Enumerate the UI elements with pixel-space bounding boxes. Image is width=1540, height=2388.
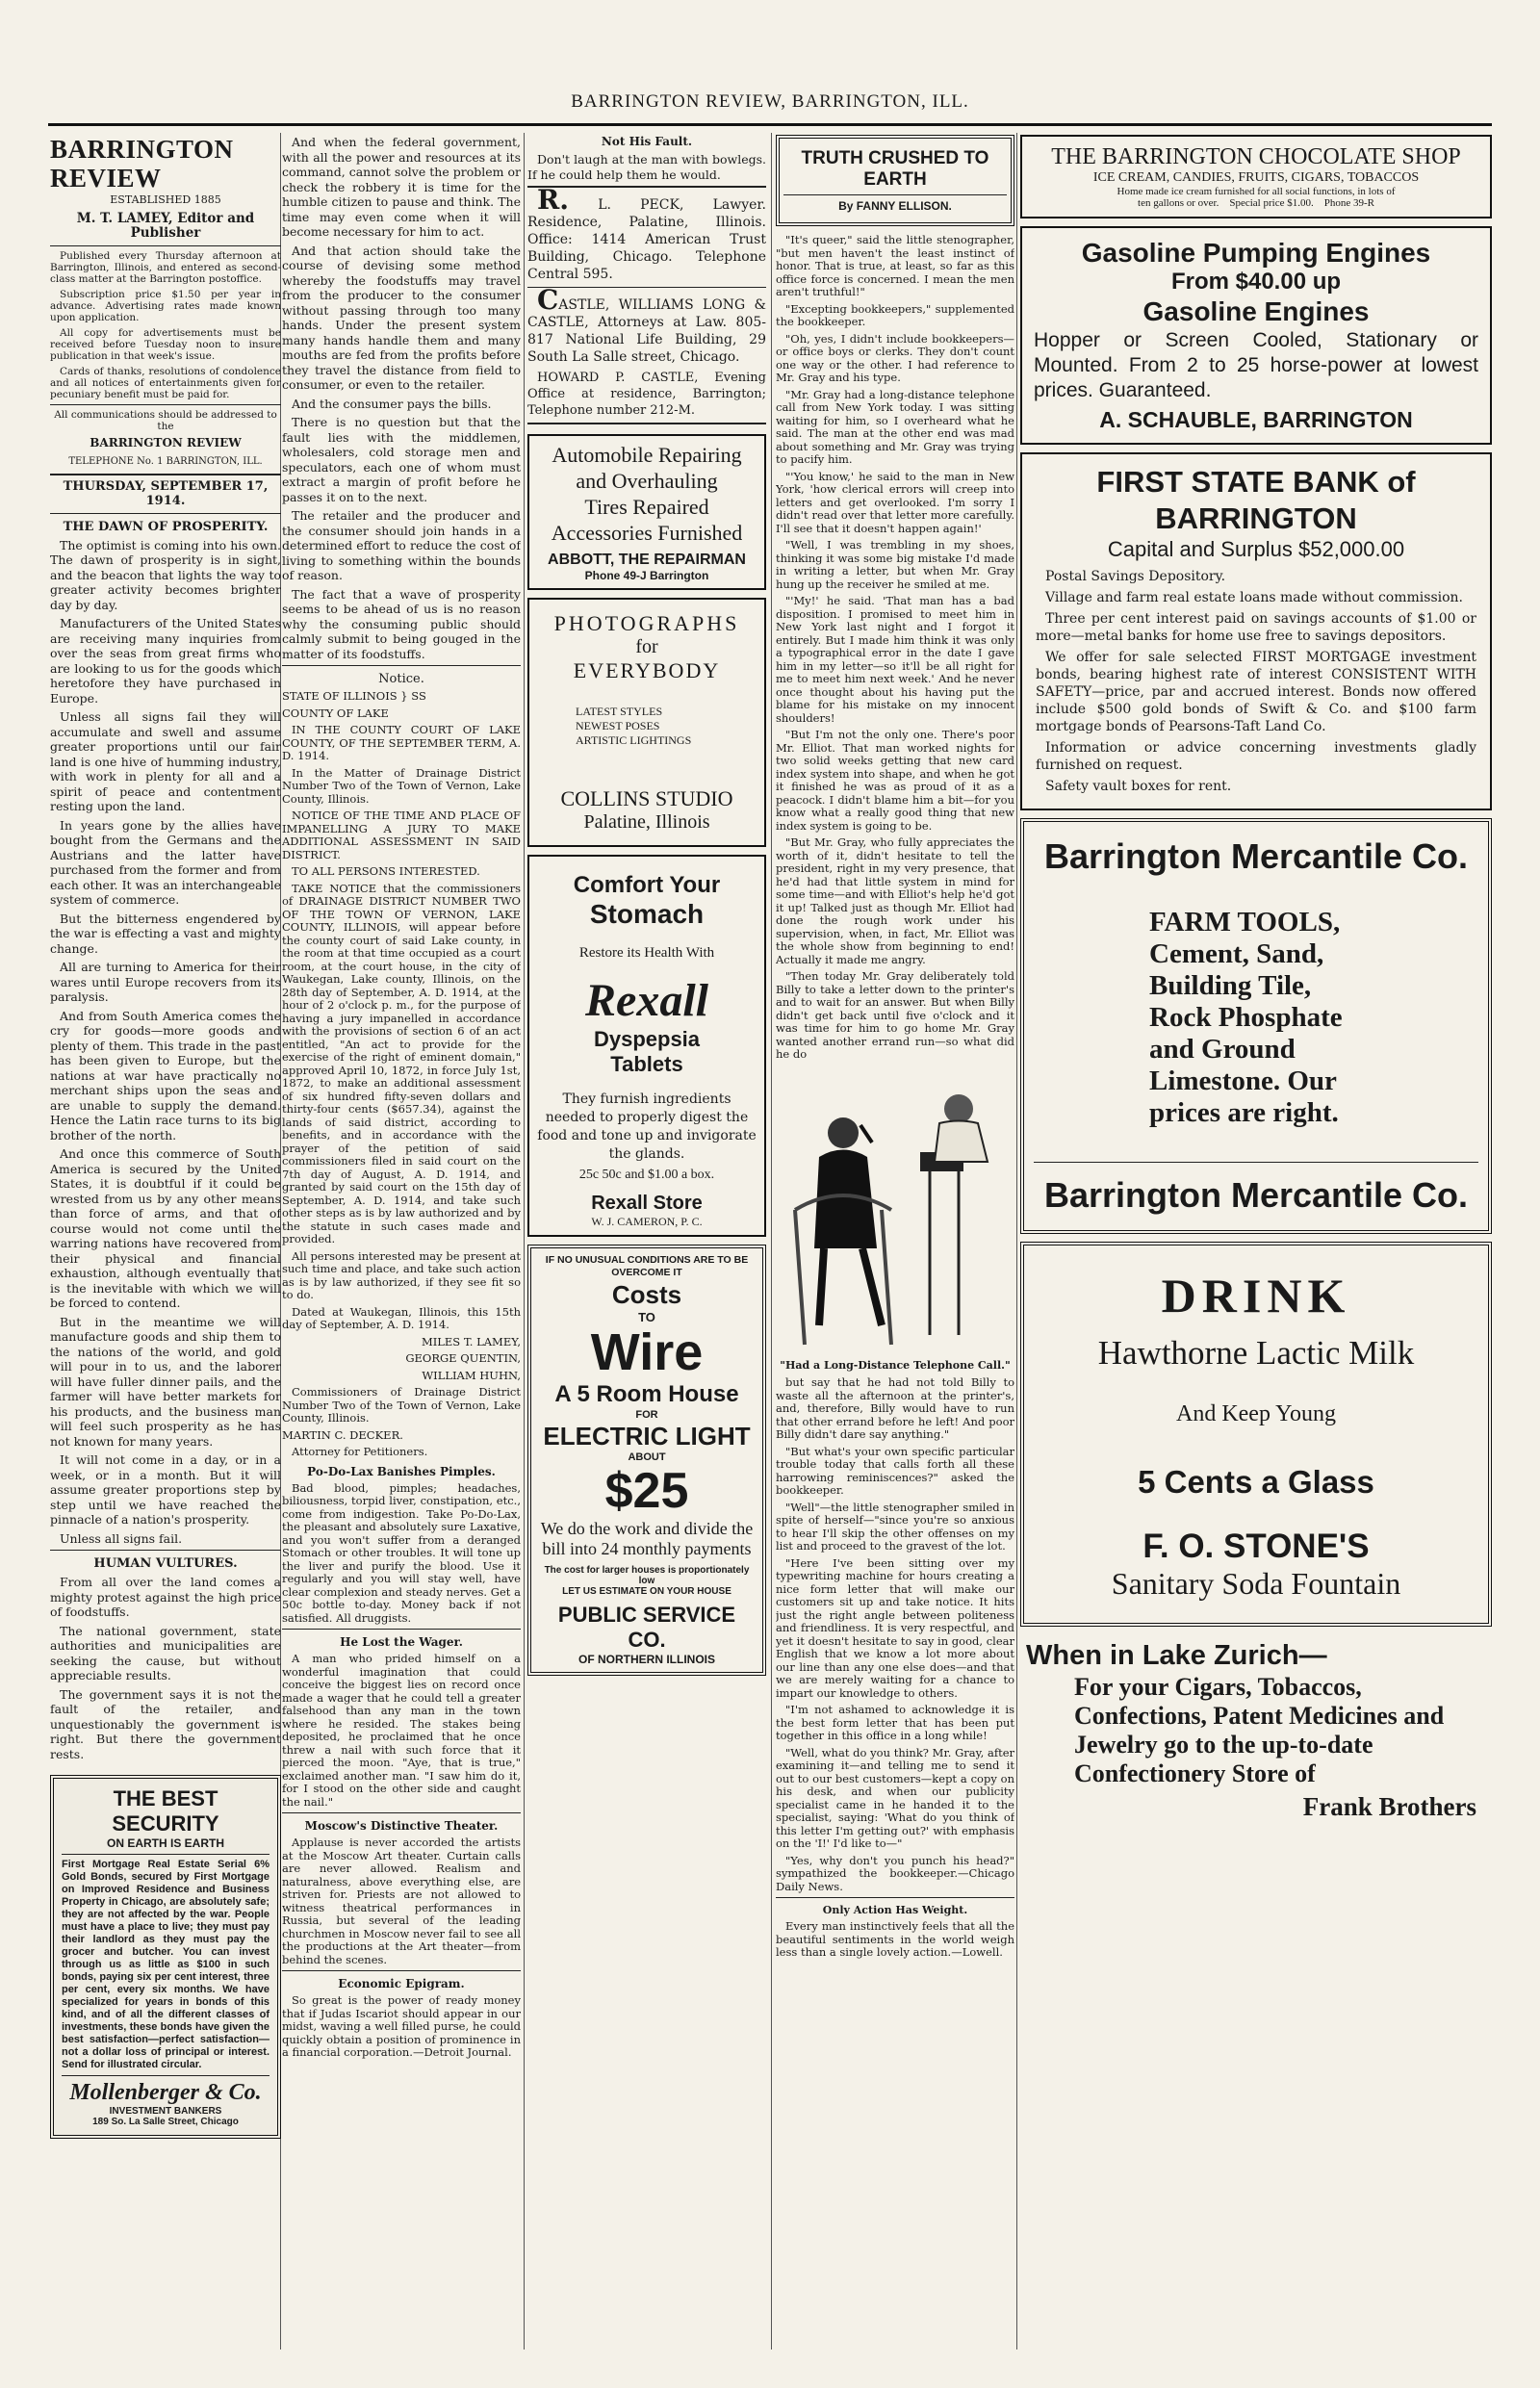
- ad-line: Accessories Furnished: [551, 521, 743, 545]
- divider: [62, 2075, 270, 2076]
- paragraph: There is no question but that the fault lies with the middlemen, wholesalers, cold storage men and speculators, each one of whom must extract a margin of profit before he passes it on to the next.: [282, 415, 521, 504]
- ad-price: $25: [604, 1463, 689, 1519]
- ad-town: Palatine, Illinois: [583, 811, 710, 833]
- ad-product: Hawthorne Lactic Milk: [1097, 1334, 1415, 1372]
- paragraph: "I'm not ashamed to acknowledge it is the best form letter that has been put together in this office in a long while!: [776, 1703, 1014, 1742]
- paragraph: And the consumer pays the bills.: [292, 396, 492, 411]
- paragraph: The fact that a wave of prosperity seems to be ahead of us is no reason why the consuming public should calmly submit to being gouged in the matter of its foodstuffs.: [282, 586, 521, 661]
- divider: [50, 1550, 281, 1551]
- story-byline: By FANNY ELLISON.: [838, 199, 952, 213]
- ad-to: TO: [638, 1310, 655, 1324]
- ad-top: IF NO UNUSUAL CONDITIONS ARE TO BE OVERCOME IT: [545, 1254, 749, 1278]
- attorney-name: MARTIN C. DECKER.: [282, 1427, 403, 1442]
- ad-owner: W. J. CAMERON, P. C.: [591, 1215, 703, 1228]
- article-title: Moscow's Distinctive Theater.: [304, 1819, 499, 1833]
- paragraph: All are turning to America for their wares until Europe recovers from its paralysis.: [50, 960, 281, 1004]
- woman-blouse: [935, 1120, 988, 1162]
- telephone-illustration: [776, 1066, 1014, 1354]
- paragraph: So great is the power of ready money that if Judas Iscariot should appear in our midst, waving a well filled purse, he could quickly obtain a position of prominence in a financial corporation.—Detroit Journal.: [282, 1993, 521, 2059]
- ad-electric: ELECTRIC LIGHT: [543, 1422, 751, 1451]
- repair-ad: [527, 434, 766, 590]
- ad-title: When in Lake Zurich—: [1026, 1640, 1327, 1671]
- masthead-telephone: TELEPHONE No. 1 BARRINGTON, ILL.: [68, 456, 263, 467]
- ad-title: THE BARRINGTON CHOCOLATE SHOP: [1051, 144, 1461, 169]
- ad-line: Automobile Repairing and Overhauling: [552, 443, 742, 493]
- masthead-notice: Cards of thanks, resolutions of condolence and all notices of entertainments given for pecuniary benefit must be paid for.: [50, 365, 281, 400]
- ad-title: Barrington Mercantile Co.: [1043, 836, 1469, 876]
- paragraph: "Excepting bookkeepers," supplemented the bookkeeper.: [776, 301, 1014, 328]
- ad-house: A 5 Room House: [554, 1381, 739, 1407]
- dateline: THURSDAY, SEPTEMBER 17, 1914.: [63, 478, 269, 508]
- paragraph: "But what's your own specific particular trouble today that calls forth all these harrowing reminiscences?" asked the bookkeeper.: [776, 1444, 1014, 1497]
- ad-line: Limestone. Our: [1149, 1066, 1337, 1096]
- paragraph: But the bitterness engendered by the war is effecting a vast and mighty change.: [50, 911, 281, 956]
- paragraph: Three per cent interest paid on savings accounts of $1.00 or more—metal banks for home use free to savings depositors.: [1036, 611, 1476, 644]
- paragraph: "Well, what do you think? Mr. Gray, after examining it—and telling me to send it out to our best customers—kept a copy on his desk, and when our publicity specialist came in he handed it to the specialist, saying: 'What do you think of this letter I'm getting out?' with emphasis on the 'I!' I'd like to—": [776, 1745, 1014, 1850]
- card-text: L. PECK, Lawyer. Residence, Palatine, Illinois. Office: 1414 American Trust Building, Chicago. Telephone Central 595.: [527, 197, 766, 282]
- filler-title: Only Action Has Weight.: [822, 1904, 968, 1916]
- column-5: [1020, 135, 1492, 1826]
- notice-caption: TO ALL PERSONS INTERESTED.: [292, 864, 480, 878]
- ad-text: We do the work and divide the bill into 24 monthly payments: [540, 1519, 754, 1558]
- story-title: TRUTH CRUSHED TO EARTH: [801, 148, 989, 190]
- man-head: [828, 1117, 859, 1148]
- paragraph: "Yes, why don't you punch his head?" sympathized the bookkeeper.—Chicago Daily News.: [776, 1853, 1014, 1893]
- ad-subtitle: ON EARTH IS EARTH: [106, 1836, 224, 1850]
- paragraph: Safety vault boxes for rent.: [1045, 779, 1232, 794]
- masthead-established: ESTABLISHED 1885: [110, 193, 221, 206]
- notice-caption: STATE OF ILLINOIS } SS: [282, 689, 426, 703]
- ad-line: and Ground: [1149, 1034, 1296, 1065]
- ad-phone: Phone 49-J Barrington: [584, 569, 709, 582]
- feature-item: LATEST STYLES: [576, 705, 663, 718]
- feature-item: ARTISTIC LIGHTINGS: [576, 733, 692, 747]
- drink-ad: [1020, 1242, 1492, 1627]
- paragraph: "It's queer," said the little stenographer, "but men haven't the least instinct of honor. That is true, at least, so far as this office force is concerned. I mean the men aren't truthful!": [776, 233, 1014, 298]
- ad-line: Cement, Sand,: [1149, 938, 1324, 969]
- paragraph: but say that he had not told Billy to waste all the afternoon at the printer's, and, therefore, Billy would have to run that other errand before he left! And poor Billy didn't dare say anything.": [776, 1375, 1014, 1441]
- schauble-ad: [1020, 226, 1492, 445]
- divider: [50, 404, 281, 405]
- ad-costs: Costs: [611, 1280, 682, 1309]
- ad-text: Hopper or Screen Cooled, Stationary or Mounted. From 2 to 25 horse-power at lowest prices. Guaranteed.: [1034, 329, 1478, 401]
- divider: [50, 474, 281, 475]
- column-2: [282, 135, 521, 2064]
- ad-firm-sub: INVESTMENT BANKERS: [109, 2106, 222, 2117]
- paragraph: Applause is never accorded the artists at the Moscow Art theater. Curtain calls are never allowed. Realism and naturalness, above everything else, are striven for. Priests are not allowed to witness theatrical performances in Russia, but several of the leading churchmen in Moscow never fail to see all the productions at the Art theater—from behind the scenes.: [282, 1836, 521, 1966]
- story-body-continued: [776, 1376, 1014, 1960]
- ad-product: Tablets: [610, 1052, 683, 1076]
- paragraph: Dated at Waukegan, Illinois, this 15th day of September, A. D. 1914.: [282, 1304, 521, 1331]
- ad-subhead: Restore its Health With: [578, 945, 715, 961]
- bank-ad: [1020, 452, 1492, 810]
- ad-name: A. SCHAUBLE, BARRINGTON: [1099, 407, 1413, 432]
- ad-price: 25c 50c and $1.00 a box.: [578, 1168, 715, 1182]
- paragraph: The retailer and the producer and the consumer should join hands in a determined effort to reduce the cost of living to something within the bounds of reason.: [282, 508, 521, 582]
- paragraph: "Oh, yes, I didn't include bookkeepers—or office boys or clerks. They don't count one way or the other. I had reference to Mr. Gray and his type.: [776, 331, 1014, 384]
- ad-fine: The cost for larger houses is proportionately low: [544, 1565, 750, 1586]
- ad-capital: Capital and Surplus $52,000.00: [1107, 537, 1405, 561]
- mercantile-ad: [1020, 818, 1492, 1234]
- paragraph: "Well, I was trembling in my shoes, thinking it was some big mistake I'd made in writing a letter, but when Mr. Gray hung up the receiver he smiled at me.: [776, 538, 1014, 591]
- chocolate-ad: [1020, 135, 1492, 218]
- signer: MILES T. LAMEY,: [421, 1334, 521, 1348]
- paragraph: Every man instinctively feels that all the beautiful sentiments in the world weigh less than a single lovely action.—Lowell.: [776, 1919, 1014, 1959]
- ad-sub: Sanitary Soda Fountain: [1111, 1566, 1401, 1601]
- ad-special: Special price $1.00.: [1229, 197, 1314, 209]
- paragraph: All persons interested may be present at such time and place, and take such action as is by law authorized, if they see fit so to do.: [282, 1248, 521, 1301]
- story-body: [776, 234, 1014, 1062]
- illustration-bg: [776, 1066, 1014, 1354]
- notice-caption: In the Matter of Drainage District Number Two of the Town of Vernon, Lake County, Illinois.: [282, 765, 521, 806]
- paragraph: But in the meantime we will manufacture goods and ship them to the nations of the world, and gold will pour in to us, and the laborer will have fuller dinner pails, and the farmer will have better markets for his products, and the business man will feel such prosperity as he has not known for many years.: [50, 1314, 281, 1449]
- ad-items: ICE CREAM, CANDIES, FRUITS, CIGARS, TOBACCOS: [1092, 170, 1420, 185]
- ad-line: From $40.00 up: [1170, 269, 1342, 295]
- ad-line: Gasoline Engines: [1142, 296, 1370, 326]
- signer: WILLIAM HUHN,: [422, 1368, 521, 1382]
- paragraph: Unless all signs fail.: [60, 1530, 183, 1546]
- paragraph: Don't laugh at the man with bowlegs. If he could help them he would.: [527, 152, 766, 182]
- illustration-caption: "Had a Long-Distance Telephone Call.": [780, 1358, 1011, 1372]
- paragraph: "But Mr. Gray, who fully appreciates the worth of it, didn't hesitate to tell the president, right in my very presence, that he'd had that little system in mind for some time—and with Elliot's help he'd got it up! Talked just as though Mr. Elliot had done the rough work under his supervision, when, in fact, Mr. Elliot was the whole show from beginning to end! Actually it made me angry.: [776, 835, 1014, 966]
- divider: [282, 1970, 521, 1971]
- paragraph: "'My!' he said. 'That man has a bad disposition. I promised to meet him in New York last night and I forgot it entirely. But I made him think it was only a typographical error in the date I gave him in my letter—so it'll be all right for me to meet him next week.' And he never once thought about his having put the blame for his mistake on my innocent shoulders!: [776, 594, 1014, 725]
- ad-firm-address: 189 So. La Salle Street, Chicago: [92, 2117, 239, 2127]
- divider: [50, 513, 281, 514]
- ad-price: 5 Cents a Glass: [1138, 1464, 1374, 1500]
- professional-card: [527, 184, 766, 283]
- column-rule: [524, 133, 525, 2349]
- ad-slogan: And Keep Young: [1175, 1401, 1336, 1426]
- notice-title: Notice.: [378, 672, 424, 686]
- paragraph: "But I'm not the only one. There's poor Mr. Elliot. That man worked nights for two solid weeks getting that new card index system into shape, and when he got it finished he was as proud of it as a peacock. I didn't blame him a bit—for you know what a really good thing that new index system is going to be.: [776, 728, 1014, 833]
- professional-card: [527, 284, 766, 366]
- notice-caption: COUNTY OF LAKE: [282, 706, 389, 720]
- article-title: Not His Fault.: [601, 135, 693, 148]
- signer: GEORGE QUENTIN,: [405, 1351, 521, 1365]
- column-3: [527, 135, 766, 1683]
- divider: [783, 194, 1007, 195]
- ad-line: Tires Repaired: [584, 495, 709, 519]
- paragraph: The national government, state authorities and municipalities are seeking the cause, but without appreciable results.: [50, 1623, 281, 1682]
- divider: [527, 423, 766, 424]
- ad-wire: Wire: [590, 1323, 704, 1381]
- divider: [776, 1897, 1014, 1898]
- ad-line: FARM TOOLS,: [1149, 907, 1341, 937]
- ad-headline: Comfort Your: [573, 872, 721, 898]
- ad-line: Home made ice cream furnished for all social functions, in lots of: [1116, 186, 1396, 197]
- ad-studio: COLLINS STUDIO: [560, 786, 733, 810]
- rexall-logo: Rexall: [585, 975, 708, 1026]
- paragraph: Information or advice concerning investments gladly furnished on request.: [1036, 740, 1476, 773]
- paragraph: "Well"—the little stenographer smiled in spite of herself—"since you're so anxious to hear I'll skip the other offenses on my list and proceed to the gravest of the lot.: [776, 1500, 1014, 1553]
- zurich-ad: [1020, 1634, 1492, 1826]
- header-rule: [48, 123, 1492, 126]
- paragraph: And that action should take the course of devising some method whereby the foodstuffs may travel from the producer to the consumer without passing through too many hands. Under the present system many hands handle them and many mouths are fed from the profits before they travel the distance from field to consumer, or even to the retailer.: [282, 243, 521, 392]
- professional-card: HOWARD P. CASTLE, Evening Office at residence, Barrington; Telephone number 212-M.: [527, 371, 766, 418]
- divider: [527, 287, 766, 288]
- divider: [1034, 1162, 1478, 1163]
- paragraph: Bad blood, pimples; headaches, biliousness, torpid liver, constipation, etc., come from indigestion. Take Po-Do-Lax, the pleasant and absolutely sure Laxative, and you won't suffer from a deranged Stomach or other troubles. It will tone up the liver and purify the blood. Use it regularly and you will stay well, have clear complexion and steady nerves. Get a 50c bottle to-day. Money back if not satisfied. All druggists.: [282, 1480, 521, 1625]
- ad-line: prices are right.: [1149, 1097, 1339, 1128]
- divider: [282, 1629, 521, 1630]
- paragraph: TAKE NOTICE that the commissioners of DRAINAGE DISTRICT NUMBER TWO OF THE TOWN OF VERNON, LAKE COUNTY, ILLINOIS, will appear before the county court of said Lake county, in the room at that time occupied as a court room, at the court house, in the city of Waukegan, Lake county, Illinois, on the 28th day of September, A. D. 1914, at the hour of 2 o'clock p. m., for the purpose of having a jury impanelled in accordance with the provisions of section 6 of an act entitled, "An act to provide for the exercise of the right of eminent domain," approved April 10, 1872, in force July 1st, 1872, to make an additional assessment of six hundred fifty-seven dollars and thirty-four cents ($657.34), against the lands of said district, according to benefits, and in accordance with the prayer of the petition of said commissioners filed in said court on the 7th day of August, A. D. 1914, and granted by said court on the 15th day of September, A. D. 1914, and take such other steps as is by law authorized and by the statute in such cases made and provided.: [282, 881, 521, 1245]
- ad-store: F. O. STONE'S: [1142, 1528, 1370, 1565]
- paragraph: Unless all signs fail they will accumulate and swell and assume greater proportions until our fair land is one hive of humming industry, with work in plenty for all and a spirit of peace and contentment resting upon the land.: [50, 709, 281, 813]
- ad-line-2: [1030, 197, 1482, 209]
- notice-closing: Commissioners of Drainage District Number Two of the Town of Vernon, Lake County, Illinois.: [282, 1385, 521, 1425]
- article-title: HUMAN VULTURES.: [93, 1556, 238, 1571]
- notice-caption: IN THE COUNTY COURT OF LAKE COUNTY, OF THE SEPTEMBER TERM, A. D. 1914.: [282, 723, 521, 762]
- paragraph: And from South America comes the cry for goods—more goods and plenty of them. This trade in the past has been given to Europe, but the nations at war have practically no merchant ships upon the seas and are unable to supply the demand. Hence the Latin race turns to its big brother of the north.: [50, 1008, 281, 1143]
- running-head: BARRINGTON REVIEW, BARRINGTON, ILL.: [571, 91, 969, 112]
- paragraph: The optimist is coming into his own. The dawn of prosperity is in sight, and the beacon that lights the way to greater activity becomes brighter day by day.: [50, 537, 281, 612]
- ad-name: ABBOTT, THE REPAIRMAN: [548, 552, 746, 568]
- photo-features: [537, 705, 757, 748]
- ad-store: Rexall Store: [591, 1193, 703, 1214]
- ad-title: FIRST STATE BANK of BARRINGTON: [1096, 465, 1416, 535]
- masthead-notice: Subscription price $1.50 per year in advance. Advertising rates made known upon application.: [50, 288, 281, 323]
- ad-title: DRINK: [1161, 1269, 1351, 1322]
- paragraph: A man who prided himself on a wonderful imagination that could conceive the biggest lies on record once made a wager that he could tell a greater falsehood than any man in the town where he resided. The stakes being deposited, he proclaimed that he once threw a nail with such force that it pierced the moon. "Aye, that is true," exclaimed another man. "I saw him do it, for I stood on the other side and caught the nail.": [282, 1652, 521, 1809]
- paragraph: It will not come in a day, or in a week, or in a month. But it will assume greater proportions step by step until we have reached the pinnacle of a nation's prosperity.: [50, 1452, 281, 1527]
- paragraph: Manufacturers of the United States are receiving many inquiries from over the seas from great firms who are looking to us for the goods which heretofore they have purchased in Europe.: [50, 616, 281, 706]
- ad-firm: Mollenberger & Co.: [69, 2080, 262, 2105]
- masthead-notice: All copy for advertisements must be received before Tuesday noon to insure publication in that week's issue.: [50, 326, 281, 362]
- ad-text: First Mortgage Real Estate Serial 6% Gold Bonds, secured by First Mortgage on Improved Residence and Business Property in Chicago, are absolutely safe; they are not affected by the war. People must have a place to live; they must pay their landlord as they must pay the grocer and butcher. You can invest through us as little as $100 in such bonds, paying six per cent interest, three per cent, every six months. We have specialized for years in bonds of this kind, and of all the different classes of investments, these bonds have given the best satisfaction—perfect satisfaction—not a dollar loss of principal or interest. Send for illustrated circular.: [62, 1859, 270, 2070]
- paragraph: The government says it is not the fault of the retailer, and unquestionably the government is right. But there the government rests.: [50, 1686, 281, 1761]
- ad-line: ten gallons or over.: [1138, 197, 1219, 209]
- paragraph: "Then today Mr. Gray deliberately told Billy to take a letter down to the printer's and to wait for an answer. But when Billy didn't get back until five o'clock and it was time for him to go home Mr. Gray wanted another errand run—so what did he do: [776, 969, 1014, 1061]
- paragraph: In years gone by the allies have bought from the Germans and the Austrians and the latter have purchased from the former and from each other. It was an interchangeable system of commerce.: [50, 817, 281, 907]
- ad-name: Frank Brothers: [1302, 1792, 1476, 1821]
- card-lead: C: [537, 284, 559, 316]
- masthead-notice: Published every Thursday afternoon at Barrington, Illinois, and entered as second-class matter at the Barrington postoffice.: [50, 249, 281, 285]
- ad-company: PUBLIC SERVICE CO.: [557, 1603, 736, 1652]
- paragraph: "'You know,' he said to the man in New York, 'how clerical errors will creep into letters and get overlooked. I'm sorry I didn't read over that letter more carefully. I'll see that it doesn't happen again!': [776, 469, 1014, 535]
- masthead-notices: [50, 250, 281, 400]
- column-rule: [1016, 133, 1017, 2349]
- divider: [62, 1854, 270, 1855]
- ad-for: FOR: [635, 1409, 658, 1421]
- notice-caption: NOTICE OF THE TIME AND PLACE OF IMPANELLING A JURY TO MAKE ADDITIONAL ASSESSMENT IN SAID DISTRICT.: [282, 809, 521, 861]
- mercantile-items: [1034, 878, 1478, 1158]
- wire-ad: [527, 1245, 766, 1676]
- card-lead: R.: [537, 184, 570, 216]
- masthead-address-paper: BARRINGTON REVIEW: [90, 435, 242, 449]
- attorney-role: Attorney for Petitioners.: [292, 1445, 428, 1458]
- ad-headline: Stomach: [589, 899, 705, 929]
- rexall-ad: [527, 855, 766, 1237]
- divider: [282, 1812, 521, 1813]
- column-1: [50, 135, 281, 2146]
- column-rule: [771, 133, 772, 2349]
- ad-about: ABOUT: [628, 1451, 666, 1463]
- woman-head: [944, 1094, 973, 1123]
- feature-item: NEWEST POSES: [576, 719, 660, 732]
- article-body: [50, 538, 281, 1547]
- ad-everybody: EVERYBODY: [573, 658, 721, 682]
- paragraph: And once this commerce of South America is secured by the United States, it is doubtful if it could be wrested from us by any other means than force of arms, and that of course would not come until the warring nations have recovered from their physical and financial exhaustion, although eventually that is the inevitable with which we will be forced to contend.: [50, 1146, 281, 1310]
- column-4: [776, 135, 1014, 1964]
- paragraph: Village and farm real estate loans made without commission.: [1045, 590, 1464, 605]
- ad-line: Rock Phosphate: [1149, 1002, 1343, 1033]
- article-title: Economic Epigram.: [338, 1977, 465, 1990]
- ad-for: for: [635, 636, 658, 657]
- divider: [282, 665, 521, 666]
- ad-title: PHOTOGRAPHS: [553, 611, 740, 635]
- paragraph: "Here I've been sitting over my typewriting machine for hours creating a nice form letter that will make our customers sit up and take notice. It hits just the right angle between politeness and friendliness. It is very respectful, and yet it doesn't hesitate to say in good, clear English that we know a lot more about our line than any one else does—and that we are merely waiting for a chance to impart our knowledge to others.: [776, 1555, 1014, 1700]
- masthead-address-line: All communications should be addressed to the: [54, 408, 277, 432]
- card-text: ASTLE, WILLIAMS LONG & CASTLE, Attorneys at Law. 805-817 National Life Building, 29 South La Salle street, Chicago.: [527, 297, 766, 365]
- ad-text: For your Cigars, Tobaccos, Confections, Patent Medicines and Jewelry go to the up-to-date Confectionery Store of: [1074, 1673, 1445, 1787]
- ad-title-repeat: Barrington Mercantile Co.: [1043, 1175, 1469, 1215]
- ad-company-sub: OF NORTHERN ILLINOIS: [578, 1653, 715, 1666]
- article-title: THE DAWN OF PROSPERITY.: [63, 519, 269, 534]
- divider: [50, 245, 281, 246]
- paragraph: From all over the land comes a mighty protest against the high price of foodstuffs.: [50, 1575, 281, 1619]
- paragraph: "Mr. Gray had a long-distance telephone call from New York today. I was sitting waiting for him, so I overheard what he said. The man at the other end was mad about something and Mr. Gray was trying to pacify him.: [776, 387, 1014, 466]
- paragraph: We offer for sale selected FIRST MORTGAGE investment bonds, bearing highest rate of interest CONSISTENT WITH SAFETY—price, par and accrued interest. Bonds now offered include $500 gold bonds of Swift & Co. and $100 farm mortgage bonds of Pearsons-Taft Land Co.: [1036, 650, 1476, 734]
- story-heading: [776, 135, 1014, 226]
- ad-phone: Phone 39-R: [1323, 197, 1374, 209]
- photo-ad: [527, 598, 766, 847]
- ad-fine: LET US ESTIMATE ON YOUR HOUSE: [562, 1586, 732, 1597]
- best-security-ad: [50, 1775, 281, 2139]
- article-title: Po-Do-Lax Banishes Pimples.: [307, 1464, 496, 1478]
- ad-text: They furnish ingredients needed to properly digest the food and tone up and invigorate the glands.: [537, 1091, 757, 1162]
- paragraph: Postal Savings Depository.: [1045, 569, 1226, 584]
- legal-notice: [282, 672, 521, 2060]
- article-title: He Lost the Wager.: [340, 1635, 463, 1649]
- masthead-title: BARRINGTON REVIEW: [50, 135, 234, 193]
- masthead-editor: M. T. LAMEY, Editor and Publisher: [76, 210, 255, 241]
- ad-line: Building Tile,: [1149, 970, 1312, 1001]
- paragraph: And when the federal government, with all the power and resources at its command, cannot solve the problem or check the robbery it is time for the humble citizen to pause and think. The time may even come when it will become necessary for him to act.: [282, 135, 521, 239]
- ad-title: THE BEST SECURITY: [112, 1786, 219, 1836]
- ad-line: Gasoline Pumping Engines: [1081, 238, 1431, 268]
- ad-product: Dyspepsia: [593, 1027, 701, 1051]
